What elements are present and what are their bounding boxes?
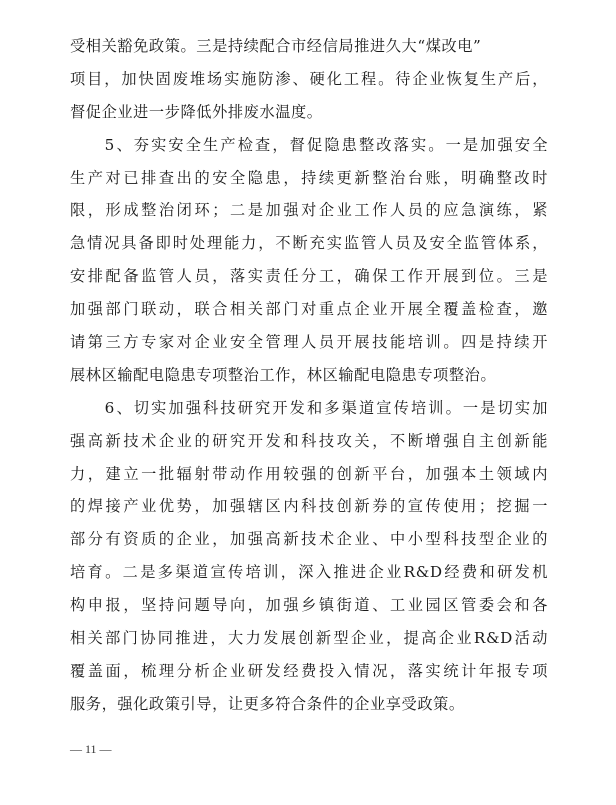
- text-line: 生产对已排查出的安全隐患，持续更新整治台账，明确整改时: [70, 168, 548, 187]
- text-line: 强高新技术企业的研究开发和科技攻关，不断增强自主创新能: [70, 431, 548, 450]
- text-line: 项目，加快固废堆场实施防渗、硬化工程。待企业恢复生产后，: [70, 69, 548, 88]
- text-line: 力，建立一批辐射带动作用较强的创新平台，加强本土领域内: [70, 464, 548, 483]
- text-line: 加强部门联动，联合相关部门对重点企业开展全覆盖检查，邀: [70, 300, 548, 319]
- text-line: 相关部门协同推进，大力发展创新型企业，提高企业R&D活动: [70, 629, 548, 648]
- text-line: 急情况具备即时处理能力，不断充实监管人员及安全监管体系，: [70, 234, 548, 253]
- text-line: 构申报，坚持问题导向，加强乡镇街道、工业园区管委会和各: [70, 596, 548, 615]
- text-line: 受相关豁免政策。三是持续配合市经信局推进久大“煤改电”: [70, 37, 482, 55]
- text-line: 5、夯实安全生产检查，督促隐患整改落实。一是加强安全: [70, 135, 548, 154]
- text-line: 请第三方专家对企业安全管理人员开展技能培训。四是持续开: [70, 333, 548, 352]
- text-line: 覆盖面，梳理分析企业研发经费投入情况，落实统计年报专项: [70, 661, 548, 680]
- text-line: 培育。二是多渠道宣传培训，深入推进企业R&D经费和研发机: [70, 563, 548, 582]
- text-line: 安排配备监管人员，落实责任分工，确保工作开展到位。三是: [70, 267, 548, 286]
- document-body: [70, 30, 548, 721]
- text-line: 服务，强化政策引导，让更多符合条件的企业享受政策。: [70, 694, 465, 713]
- text-line: 6、切实加强科技研究开发和多渠道宣传培训。一是切实加: [70, 398, 548, 417]
- text-line: 督促企业进一步降低外排废水温度。: [70, 102, 323, 121]
- text-line: 部分有资质的企业，加强高新技术企业、中小型科技型企业的: [70, 530, 548, 549]
- text-line: 展林区输配电隐患专项整治工作，林区输配电隐患专项整治。: [70, 365, 497, 384]
- text-line: 的焊接产业优势，加强辖区内科技创新券的宣传使用；挖掘一: [70, 497, 548, 516]
- text-line: 限，形成整治闭环；二是加强对企业工作人员的应急演练，紧: [70, 201, 548, 220]
- page-number: — 11 —: [70, 742, 112, 756]
